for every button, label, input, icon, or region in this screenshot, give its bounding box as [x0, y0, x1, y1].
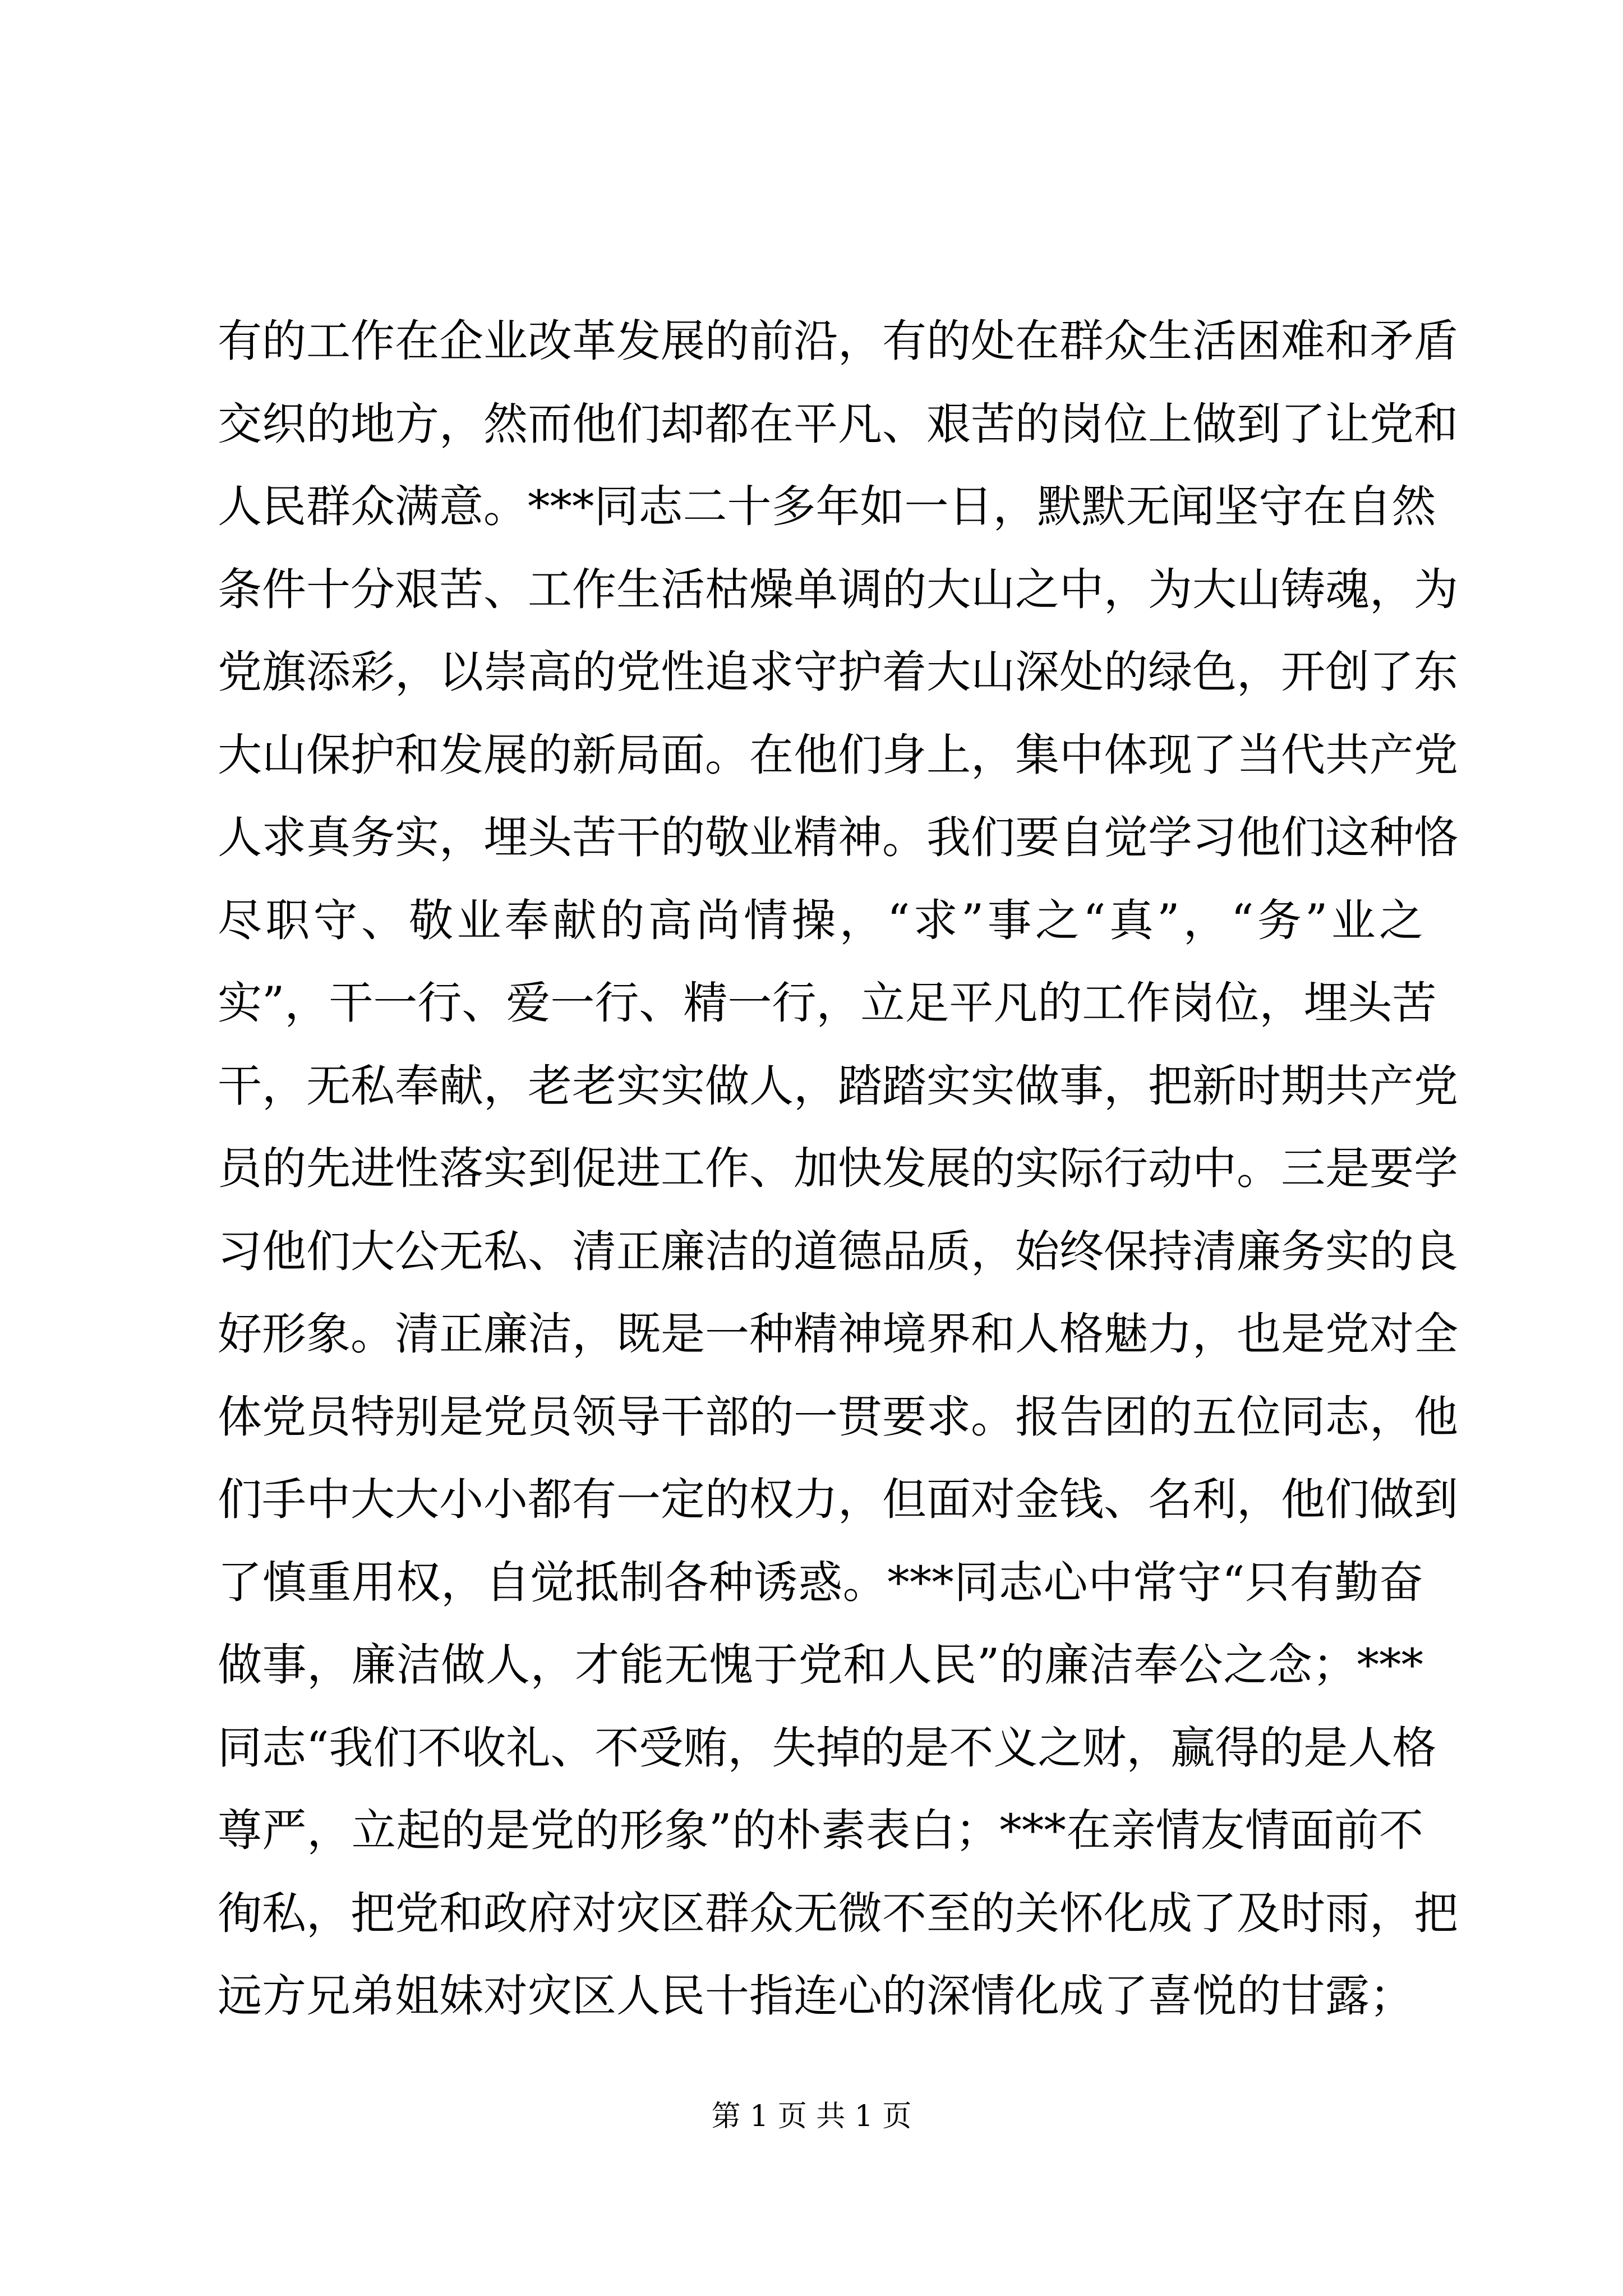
text-line-13: 好形象。清正廉洁，既是一种精神境界和人格魅力，也是党对全: [218, 1308, 1458, 1360]
text-line-14: 体党员特别是党员领导干部的一贯要求。报告团的五位同志，他: [218, 1391, 1458, 1443]
text-line-19: 尊严，立起的是党的形象”的朴素表白；***在亲情友情面前不: [218, 1805, 1423, 1856]
text-line-3: 人民群众满意。***同志二十多年如一日，默默无闻坚守在自然: [218, 481, 1436, 532]
text-line-17: 做事，廉洁做人，才能无愧于党和人民”的廉洁奉公之念；***: [218, 1639, 1423, 1691]
text-line-16: 了慎重用权，自觉抵制各种诱惑。***同志心中常守“只有勤奋: [218, 1556, 1423, 1608]
text-line-11: 员的先进性落实到促进工作、加快发展的实际行动中。三是要学: [218, 1143, 1458, 1194]
text-line-2: 交织的地方，然而他们却都在平凡、艰苦的岗位上做到了让党和: [218, 398, 1458, 450]
text-line-7: 人求真务实，埋头苦干的敬业精神。我们要自觉学习他们这种恪: [218, 812, 1458, 863]
text-line-1: 有的工作在企业改革发展的前沿，有的处在群众生活困难和矛盾: [218, 315, 1458, 367]
text-line-20: 徇私，把党和政府对灾区群众无微不至的关怀化成了及时雨，把: [218, 1887, 1458, 1939]
text-line-4: 条件十分艰苦、工作生活枯燥单调的大山之中，为大山铸魂，为: [218, 563, 1458, 615]
text-line-18: 同志“我们不收礼、不受贿，失掉的是不义之财，赢得的是人格: [218, 1722, 1437, 1774]
text-line-10: 干，无私奉献，老老实实做人，踏踏实实做事，把新时期共产党: [218, 1060, 1458, 1112]
text-line-21: 远方兄弟姐妹对灾区人民十指连心的深情化成了喜悦的甘露；: [218, 1970, 1414, 2022]
text-line-9: 实”，干一行、爱一行、精一行，立足平凡的工作岗位，埋头苦: [218, 977, 1437, 1029]
text-line-5: 党旗添彩，以崇高的党性追求守护着大山深处的绿色，开创了东: [218, 646, 1458, 698]
body-text: [218, 300, 1458, 2038]
text-line-6: 大山保护和发展的新局面。在他们身上，集中体现了当代共产党: [218, 729, 1458, 781]
text-line-12: 习他们大公无私、清正廉洁的道德品质，始终保持清廉务实的良: [218, 1225, 1458, 1277]
text-line-8: 尽职守、敬业奉献的高尚情操，“求”事之“真”，“务”业之: [218, 894, 1423, 946]
text-line-15: 们手中大大小小都有一定的权力，但面对金钱、名利，他们做到: [218, 1474, 1458, 1525]
page-number-footer: 第 1 页 共 1 页: [711, 2100, 912, 2133]
